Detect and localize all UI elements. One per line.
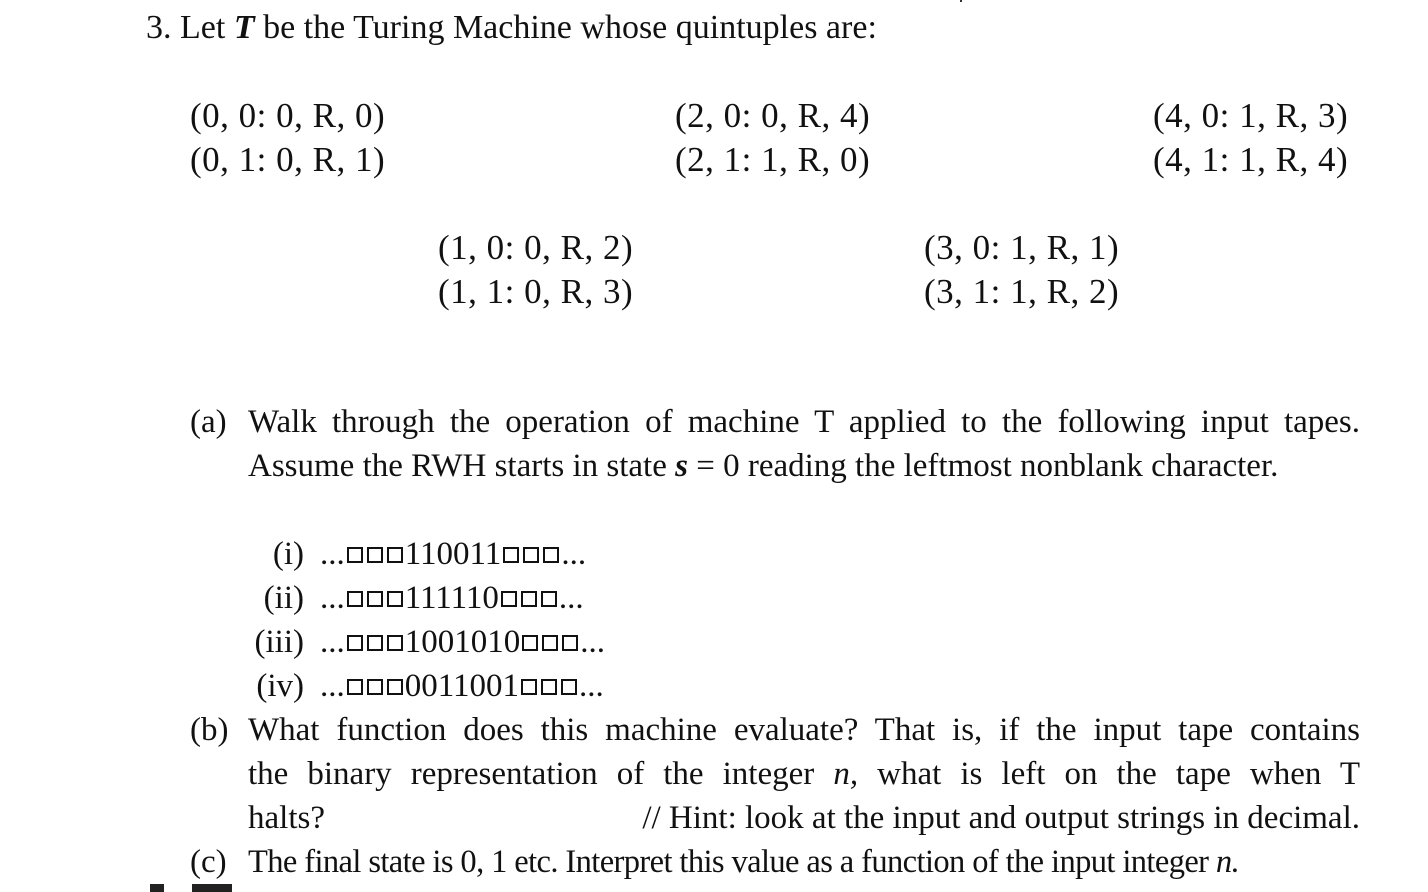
blank-cell xyxy=(347,591,363,607)
part-b-line: What function does this machine evaluate? That is, if the input tape contains xyxy=(248,712,1360,748)
blank-cell xyxy=(501,591,517,607)
tape xyxy=(320,532,586,576)
tape-row xyxy=(244,664,605,708)
blank-cell xyxy=(541,679,557,695)
quintuple-group-state0 xyxy=(190,94,385,182)
machine-variable: T xyxy=(233,9,255,46)
part-c-label: (c) xyxy=(190,844,227,880)
tape-label: (iii) xyxy=(254,624,304,660)
tape-bits: 110011 xyxy=(404,536,502,572)
cropped-line-fragment xyxy=(150,884,164,892)
part-a-text xyxy=(248,400,1360,488)
tape-row xyxy=(244,532,605,576)
intro-prefix: Let xyxy=(180,9,226,46)
tape-bits: 0011001 xyxy=(404,668,520,704)
tape-bits: 1001010 xyxy=(404,624,521,660)
blank-cell xyxy=(503,547,519,563)
tape-label: (iv) xyxy=(256,668,304,704)
tape-ellipsis: ... xyxy=(320,624,345,660)
tape xyxy=(320,664,604,708)
blank-cell xyxy=(562,635,578,651)
problem-heading xyxy=(146,8,877,48)
tape-ellipsis: ... xyxy=(561,536,587,572)
quintuple-group-state2 xyxy=(675,94,870,182)
blank-cell xyxy=(387,679,403,695)
part-b-halts: halts? xyxy=(248,800,325,836)
quintuple: (3, 1: 1, R, 2) xyxy=(924,272,1120,311)
blank-cell xyxy=(387,635,403,651)
tape-row xyxy=(244,576,605,620)
tape-ellipsis: ... xyxy=(320,536,345,572)
part-b-label: (b) xyxy=(190,712,229,748)
part-b-hint: // Hint: look at the input and output strings in decimal. xyxy=(642,800,1360,836)
quintuple: (3, 0: 1, R, 1) xyxy=(924,228,1120,267)
blank-cell xyxy=(347,547,363,563)
blank-cell xyxy=(347,635,363,651)
tape-ellipsis: ... xyxy=(320,580,345,616)
blank-cell xyxy=(347,679,363,695)
tape-bits: 111110 xyxy=(404,580,499,616)
part-b-text xyxy=(248,708,1360,840)
state-variable: s xyxy=(675,448,688,484)
problem-number: 3. xyxy=(146,9,172,46)
part-b-line xyxy=(248,752,1360,796)
blank-cell xyxy=(521,679,537,695)
blank-cell xyxy=(561,679,577,695)
tape-ellipsis: ... xyxy=(580,624,605,660)
integer-variable: n, xyxy=(833,756,859,792)
quintuple: (1, 1: 0, R, 3) xyxy=(438,272,634,311)
part-c-text xyxy=(248,840,1360,884)
tape-ellipsis: ... xyxy=(558,580,584,616)
blank-cell xyxy=(522,635,538,651)
tape-row xyxy=(244,620,605,664)
blank-cell xyxy=(541,591,557,607)
quintuple: (4, 0: 1, R, 3) xyxy=(1153,96,1349,135)
tape-ellipsis: ... xyxy=(579,668,604,704)
part-a-text-before: Walk through the operation of machine T applied to the following input tapes. Assume the RWH starts in state xyxy=(248,404,1360,484)
blank-cell xyxy=(542,635,558,651)
intro-suffix: be the Turing Machine whose quintuples are: xyxy=(263,9,877,46)
blank-cell xyxy=(387,547,403,563)
part-b-line2-before: the binary representation of the integer xyxy=(248,756,815,792)
tape xyxy=(320,620,605,664)
quintuple-group-state3 xyxy=(924,226,1119,314)
part-b-line2-after: what is left on the tape when T xyxy=(877,756,1361,792)
quintuple-group-state4 xyxy=(1153,94,1348,182)
quintuple: (2, 1: 1, R, 0) xyxy=(675,140,871,179)
quintuple: (0, 0: 0, R, 0) xyxy=(190,96,386,135)
tape-list xyxy=(244,532,605,708)
blank-cell xyxy=(367,635,383,651)
tape-label: (ii) xyxy=(263,580,304,616)
cropped-line-fragment xyxy=(192,884,232,892)
blank-cell xyxy=(543,547,559,563)
blank-cell xyxy=(521,591,537,607)
blank-cell xyxy=(367,679,383,695)
tape-ellipsis: ... xyxy=(320,668,345,704)
part-c-text-before: The final state is 0, 1 etc. Interpret this value as a function of the input integer xyxy=(248,844,1209,880)
quintuple: (1, 0: 0, R, 2) xyxy=(438,228,634,267)
blank-cell xyxy=(523,547,539,563)
part-a-text-after: = 0 reading the leftmost nonblank character. xyxy=(696,448,1279,484)
integer-variable: n. xyxy=(1215,844,1240,880)
quintuple-group-state1 xyxy=(438,226,633,314)
blank-cell xyxy=(387,591,403,607)
tape xyxy=(320,576,584,620)
quintuple: (0, 1: 0, R, 1) xyxy=(190,140,386,179)
quintuple: (4, 1: 1, R, 4) xyxy=(1153,140,1349,179)
blank-cell xyxy=(367,591,383,607)
part-b-line xyxy=(248,796,1360,840)
cropped-glyph-top xyxy=(960,0,972,2)
tape-label: (i) xyxy=(272,536,304,572)
part-a-label: (a) xyxy=(190,404,227,440)
quintuple: (2, 0: 0, R, 4) xyxy=(675,96,871,135)
blank-cell xyxy=(367,547,383,563)
